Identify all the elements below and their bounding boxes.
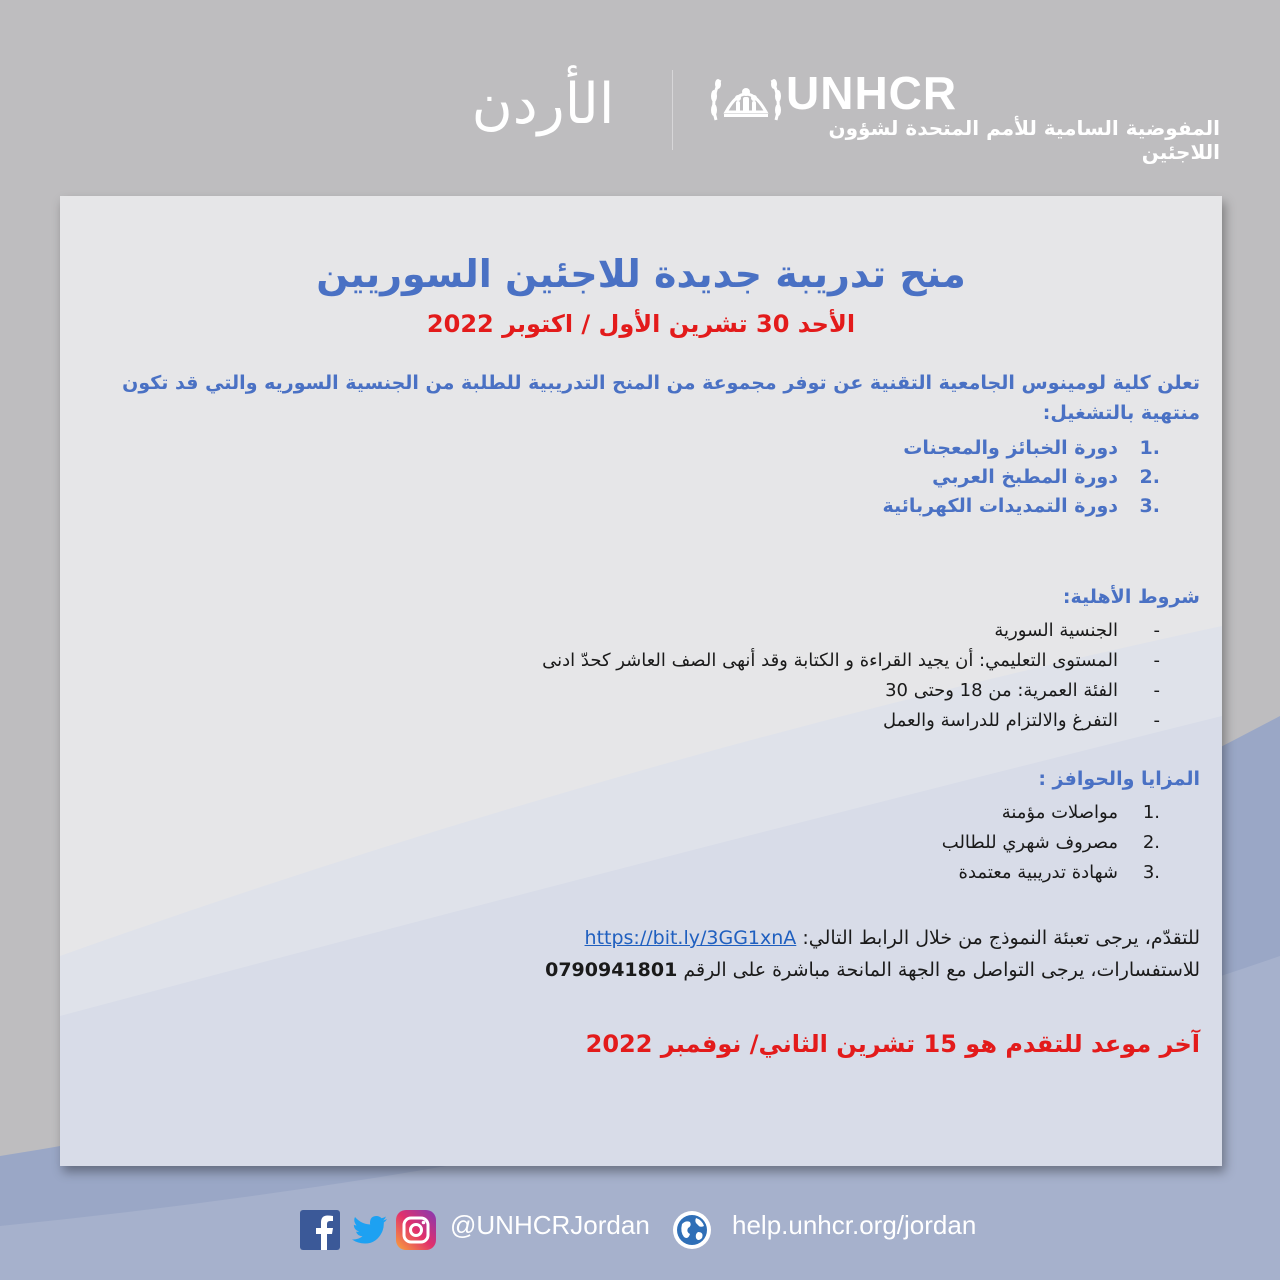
course-label: دورة الخبائز والمعجنات: [903, 437, 1118, 459]
list-number: .1: [1142, 802, 1160, 823]
phone-number: 0790941801: [545, 959, 678, 981]
list-bullet: -: [1153, 620, 1160, 641]
eligibility-label: الجنسية السورية: [994, 620, 1118, 641]
benefits-list: [360, 798, 1160, 888]
list-number: .3: [1139, 495, 1160, 517]
header-divider: [672, 70, 673, 150]
country-title: الأردن: [471, 72, 615, 137]
list-item: [360, 616, 1160, 646]
list-item: [360, 798, 1160, 828]
inquiry-text: للاستفسارات، يرجى التواصل مع الجهة المانحة مباشرة على الرقم: [683, 959, 1200, 981]
announcement-date: الأحد 30 تشرين الأول / اكتوبر 2022: [426, 310, 856, 338]
courses-list: [560, 434, 1160, 521]
announcement-card: [60, 196, 1222, 1166]
list-item: [560, 463, 1160, 492]
list-bullet: -: [1153, 650, 1160, 671]
card-content: [60, 196, 1222, 1166]
org-subtitle: المفوضية السامية للأمم المتحدة لشؤون اللاجئين: [828, 116, 1220, 164]
list-number: .1: [1139, 437, 1160, 459]
apply-link[interactable]: https://bit.ly/3GG1xnA: [584, 927, 797, 949]
list-number: .2: [1142, 832, 1160, 853]
course-label: دورة التمديدات الكهربائية: [882, 495, 1118, 517]
list-number: .2: [1139, 466, 1160, 488]
list-bullet: -: [1153, 680, 1160, 701]
list-item: [360, 828, 1160, 858]
globe-icon[interactable]: [672, 1210, 712, 1250]
benefit-label: مواصلات مؤمنة: [1001, 802, 1118, 823]
inquiry-line: [200, 954, 1200, 986]
intro-text: تعلن كلية لومينوس الجامعية التقنية عن توفر مجموعة من المنح التدريبية للطلبة من الجنسية السوريه والتي قد تكون منتهية بالتشغيل:: [122, 372, 1200, 424]
list-item: [360, 676, 1160, 706]
list-item: [360, 858, 1160, 888]
apply-section: [200, 922, 1200, 986]
list-number: .3: [1142, 862, 1160, 883]
benefit-label: شهادة تدريبية معتمدة: [958, 862, 1118, 883]
eligibility-label: الفئة العمرية: من 18 وحتى 30: [885, 680, 1118, 701]
unhcr-logo-icon: [708, 70, 784, 132]
eligibility-label: المستوى التعليمي: أن يجيد القراءة و الكتابة وقد أنهى الصف العاشر كحدّ ادنى: [542, 650, 1118, 671]
list-item: [560, 492, 1160, 521]
list-item: [360, 646, 1160, 676]
apply-line: [200, 922, 1200, 954]
eligibility-heading: شروط الأهلية:: [1062, 586, 1200, 608]
twitter-icon[interactable]: [350, 1210, 390, 1250]
course-label: دورة المطبخ العربي: [932, 466, 1118, 488]
instagram-icon[interactable]: [396, 1210, 436, 1250]
list-item: [560, 434, 1160, 463]
footer: [0, 1196, 1280, 1266]
org-name: UNHCR: [786, 67, 958, 119]
announcement-title: منح تدريبة جديدة للاجئين السوريين: [316, 252, 966, 296]
eligibility-list: [360, 616, 1160, 736]
benefits-heading: المزايا والحوافز :: [1038, 768, 1200, 790]
facebook-icon[interactable]: [300, 1210, 340, 1250]
list-item: [360, 706, 1160, 736]
header: [0, 0, 1280, 196]
website-link[interactable]: help.unhcr.org/jordan: [732, 1210, 977, 1240]
benefit-label: مصروف شهري للطالب: [941, 832, 1118, 853]
list-bullet: -: [1153, 710, 1160, 731]
apply-text: للتقدّم، يرجى تعبئة النموذج من خلال الرابط التالي:: [802, 927, 1200, 949]
social-handle[interactable]: @UNHCRJordan: [450, 1210, 650, 1240]
eligibility-label: التفرغ والالتزام للدراسة والعمل: [882, 710, 1118, 731]
deadline-text: آخر موعد للتقدم هو 15 تشرين الثاني/ نوفمبر 2022: [585, 1030, 1200, 1058]
